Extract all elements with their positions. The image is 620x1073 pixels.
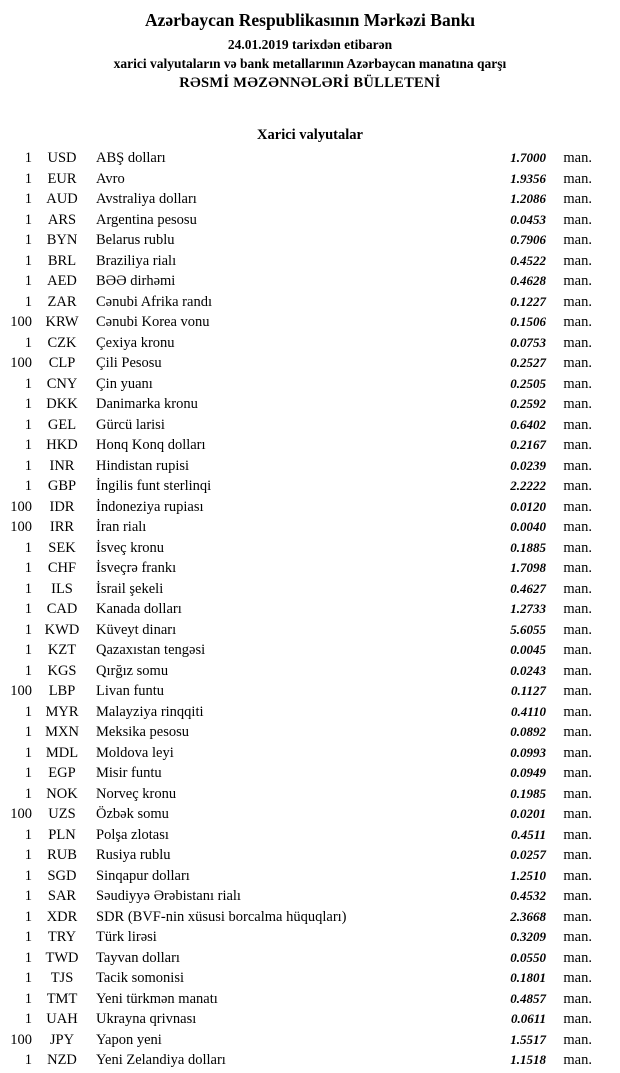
- rate-value: 0.7906: [510, 232, 546, 247]
- quantity: 100: [10, 683, 32, 699]
- currency-code: UAH: [46, 1011, 78, 1027]
- rate-value: 1.1518: [510, 1052, 546, 1067]
- table-row: [0, 435, 620, 456]
- currency-code: MDL: [45, 744, 79, 761]
- rate-value: 0.2527: [510, 355, 546, 370]
- currency-code: IRR: [49, 519, 75, 535]
- currency-code: ARS: [47, 211, 77, 228]
- table-row: [0, 271, 620, 292]
- currency-code: CZK: [47, 334, 77, 351]
- table-row: [0, 169, 620, 190]
- unit-label: man.: [563, 683, 592, 699]
- currency-code: PLN: [48, 826, 76, 843]
- currency-name: Küveyt dinarı: [96, 621, 177, 638]
- unit-label: man.: [563, 191, 592, 207]
- currency-name: Livan funtu: [96, 683, 165, 699]
- rate-value: 0.0120: [510, 498, 546, 514]
- bulletin-subtitle: xarici valyutaların və bank metallarının Azərbaycan manatına qarşı: [113, 56, 507, 71]
- currency-name: Qazaxıstan tengəsi: [96, 642, 206, 658]
- rate-value: 0.0040: [510, 519, 546, 534]
- unit-label: man.: [563, 929, 592, 945]
- currency-name: Rusiya rublu: [96, 847, 171, 863]
- rate-value: 2.3668: [510, 908, 546, 924]
- currency-code: TMT: [46, 990, 78, 1007]
- table-row: [0, 415, 620, 436]
- quantity: 1: [24, 929, 32, 945]
- currency-code: EUR: [47, 170, 77, 187]
- unit-label: man.: [563, 416, 592, 433]
- currency-code: KWD: [44, 621, 80, 638]
- currency-code: DKK: [46, 396, 78, 412]
- unit-label: man.: [563, 785, 592, 802]
- unit-label: man.: [563, 847, 592, 863]
- quantity: 1: [24, 293, 32, 310]
- table-row: [0, 640, 620, 661]
- table-row: [0, 907, 620, 928]
- rate-value: 1.9356: [510, 170, 546, 186]
- quantity: 1: [24, 642, 32, 658]
- currency-code: XDR: [46, 908, 78, 925]
- currency-name: Sinqapur dolları: [96, 867, 190, 884]
- unit-label: man.: [563, 334, 592, 351]
- table-row: [0, 292, 620, 313]
- table-row: [0, 825, 620, 846]
- currency-code: UZS: [48, 806, 76, 822]
- table-row: [0, 886, 620, 907]
- currency-code: JPY: [49, 1031, 75, 1048]
- unit-label: man.: [563, 498, 592, 515]
- unit-label: man.: [563, 867, 592, 884]
- table-row: [0, 1009, 620, 1030]
- rate-value: 0.4628: [510, 273, 546, 288]
- unit-label: man.: [563, 355, 592, 371]
- currency-table: [0, 148, 620, 1071]
- currency-name: Argentina pesosu: [96, 211, 197, 228]
- quantity: 1: [24, 703, 32, 720]
- table-row: [0, 1050, 620, 1071]
- rate-value: 0.1801: [510, 970, 546, 985]
- currency-name: Cənubi Afrika randı: [96, 293, 212, 310]
- unit-label: man.: [563, 703, 592, 720]
- bulletin-name: RƏSMİ MƏZƏNNƏLƏRİ BÜLLETENİ: [179, 75, 441, 91]
- rate-value: 0.2505: [510, 375, 546, 391]
- table-row: [0, 948, 620, 969]
- quantity: 1: [24, 826, 32, 843]
- rate-value: 0.1506: [510, 314, 546, 329]
- quantity: 1: [24, 1052, 32, 1068]
- quantity: 1: [24, 949, 32, 966]
- quantity: 1: [24, 560, 32, 576]
- table-row: [0, 804, 620, 825]
- unit-label: man.: [563, 949, 592, 966]
- quantity: 100: [10, 519, 32, 535]
- currency-code: TRY: [47, 929, 77, 945]
- section-title-foreign-currencies: Xarici valyutalar: [257, 127, 363, 143]
- currency-name: Polşa zlotası: [96, 826, 169, 843]
- table-row: [0, 333, 620, 354]
- quantity: 1: [24, 621, 32, 638]
- rate-value: 1.5517: [510, 1031, 546, 1047]
- currency-name: Norveç kronu: [96, 785, 177, 802]
- currency-code: CHF: [47, 560, 77, 576]
- currency-name: Misir funtu: [96, 765, 162, 781]
- currency-code: RUB: [47, 847, 77, 863]
- table-row: [0, 148, 620, 169]
- currency-name: Avstraliya dolları: [96, 191, 197, 207]
- currency-name: Malayziya rinqqiti: [96, 703, 204, 720]
- table-row: [0, 845, 620, 866]
- quantity: 1: [24, 375, 32, 392]
- currency-code: BYN: [46, 232, 78, 248]
- rate-value: 1.2086: [510, 191, 546, 206]
- unit-label: man.: [563, 888, 592, 904]
- currency-code: ILS: [51, 580, 73, 597]
- currency-name: Meksika pesosu: [96, 724, 190, 740]
- currency-code: USD: [47, 150, 77, 166]
- unit-label: man.: [563, 437, 592, 453]
- table-row: [0, 599, 620, 620]
- currency-code: SAR: [47, 888, 77, 904]
- rate-value: 0.0453: [510, 211, 546, 227]
- quantity: 1: [24, 847, 32, 863]
- rate-value: 0.0611: [510, 1011, 546, 1026]
- unit-label: man.: [563, 621, 592, 638]
- quantity: 1: [24, 539, 32, 556]
- unit-label: man.: [563, 1031, 592, 1048]
- unit-label: man.: [563, 252, 592, 269]
- table-row: [0, 517, 620, 538]
- table-row: [0, 763, 620, 784]
- table-row: [0, 189, 620, 210]
- rate-value: 0.2592: [510, 396, 546, 411]
- rate-value: 0.1885: [510, 539, 546, 555]
- currency-name: Gürcü larisi: [96, 416, 165, 433]
- unit-label: man.: [563, 211, 592, 228]
- unit-label: man.: [563, 601, 592, 617]
- rate-value: 0.1985: [510, 785, 546, 801]
- currency-name: Avro: [96, 170, 125, 187]
- currency-name: Kanada dolları: [96, 601, 182, 617]
- table-row: [0, 579, 620, 600]
- table-row: [0, 394, 620, 415]
- quantity: 1: [24, 416, 32, 433]
- rate-value: 0.4532: [510, 888, 546, 903]
- unit-label: man.: [563, 1011, 592, 1027]
- table-row: [0, 968, 620, 989]
- quantity: 1: [24, 970, 32, 986]
- rate-value: 0.4627: [510, 580, 546, 596]
- unit-label: man.: [563, 560, 592, 576]
- rate-value: 0.6402: [510, 416, 546, 432]
- currency-name: İngilis funt sterlinqi: [96, 478, 212, 494]
- table-row: [0, 353, 620, 374]
- currency-code: KRW: [45, 314, 79, 330]
- currency-code: TJS: [50, 970, 74, 986]
- unit-label: man.: [563, 580, 592, 597]
- rate-value: 0.0993: [510, 744, 546, 760]
- rate-value: 0.0892: [510, 724, 546, 739]
- currency-name: Danimarka kronu: [96, 396, 198, 412]
- quantity: 1: [24, 662, 32, 679]
- currency-code: CNY: [46, 375, 78, 392]
- quantity: 1: [24, 273, 32, 289]
- currency-code: GBP: [47, 478, 77, 494]
- unit-label: man.: [563, 642, 592, 658]
- quantity: 100: [10, 498, 32, 515]
- rate-value: 0.0201: [510, 806, 546, 821]
- unit-label: man.: [563, 478, 592, 494]
- currency-name: BƏƏ dirhəmi: [96, 273, 176, 289]
- rate-value: 0.4857: [510, 990, 546, 1006]
- currency-code: HKD: [46, 437, 78, 453]
- currency-name: Belarus rublu: [96, 232, 175, 248]
- quantity: 1: [24, 170, 32, 187]
- currency-code: AUD: [46, 191, 78, 207]
- unit-label: man.: [563, 150, 592, 166]
- unit-label: man.: [563, 970, 592, 986]
- table-row: [0, 702, 620, 723]
- quantity: 1: [24, 252, 32, 269]
- unit-label: man.: [563, 170, 592, 187]
- table-row: [0, 476, 620, 497]
- quantity: 1: [24, 724, 32, 740]
- currency-code: IDR: [49, 498, 75, 515]
- unit-label: man.: [563, 806, 592, 822]
- rate-value: 0.4511: [510, 826, 546, 842]
- quantity: 100: [10, 1031, 32, 1048]
- currency-name: İsveç kronu: [96, 539, 165, 556]
- quantity: 1: [24, 990, 32, 1007]
- table-row: [0, 538, 620, 559]
- unit-label: man.: [563, 396, 592, 412]
- currency-name: Səudiyyə Ərəbistanı rialı: [96, 888, 241, 904]
- table-row: [0, 866, 620, 887]
- table-row: [0, 927, 620, 948]
- unit-label: man.: [563, 457, 592, 474]
- rate-value: 0.0045: [510, 642, 546, 657]
- unit-label: man.: [563, 662, 592, 679]
- quantity: 1: [24, 601, 32, 617]
- table-row: [0, 681, 620, 702]
- table-row: [0, 661, 620, 682]
- currency-name: Cənubi Korea vonu: [96, 314, 210, 330]
- currency-code: KGS: [47, 662, 77, 679]
- unit-label: man.: [563, 990, 592, 1007]
- currency-code: MXN: [45, 724, 79, 740]
- table-row: [0, 374, 620, 395]
- currency-name: ABŞ dolları: [96, 150, 166, 166]
- effective-date-line: 24.01.2019 tarixdən etibarən: [227, 37, 393, 52]
- currency-name: Moldova leyi: [96, 744, 174, 761]
- currency-name: İran rialı: [96, 519, 147, 535]
- bank-title: Azərbaycan Respublikasının Mərkəzi Bankı: [144, 10, 476, 30]
- unit-label: man.: [563, 375, 592, 392]
- table-row: [0, 312, 620, 333]
- quantity: 1: [24, 457, 32, 474]
- quantity: 1: [24, 334, 32, 351]
- currency-name: Yeni türkmən manatı: [96, 990, 218, 1007]
- currency-code: EGP: [48, 765, 76, 781]
- rate-value: 0.2167: [510, 437, 546, 452]
- quantity: 1: [24, 765, 32, 781]
- quantity: 1: [24, 744, 32, 761]
- unit-label: man.: [563, 908, 592, 925]
- rate-value: 0.0753: [510, 334, 546, 350]
- rate-value: 0.4522: [510, 252, 546, 268]
- quantity: 1: [24, 191, 32, 207]
- rate-value: 0.0243: [510, 662, 546, 678]
- table-row: [0, 497, 620, 518]
- currency-name: Braziliya rialı: [96, 252, 177, 269]
- rate-value: 5.6055: [510, 621, 546, 637]
- rate-value: 0.3209: [510, 929, 546, 944]
- rate-value: 0.0257: [510, 847, 546, 862]
- currency-code: INR: [49, 457, 75, 474]
- quantity: 1: [24, 150, 32, 166]
- unit-label: man.: [563, 539, 592, 556]
- unit-label: man.: [563, 519, 592, 535]
- rate-value: 2.2222: [510, 478, 546, 493]
- currency-name: Yapon yeni: [96, 1031, 162, 1048]
- rate-value: 0.0239: [510, 457, 546, 473]
- unit-label: man.: [563, 314, 592, 330]
- quantity: 1: [24, 785, 32, 802]
- rate-value: 0.1227: [510, 293, 546, 309]
- currency-code: ZAR: [47, 293, 77, 310]
- currency-name: SDR (BVF-nin xüsusi borcalma hüquqları): [96, 908, 347, 925]
- currency-name: Qırğız somu: [96, 662, 169, 679]
- rate-value: 1.2733: [510, 601, 546, 616]
- table-row: [0, 558, 620, 579]
- rate-value: 0.4110: [510, 703, 546, 719]
- currency-name: Tacik somonisi: [96, 970, 184, 986]
- rate-value: 0.0949: [510, 765, 546, 780]
- quantity: 1: [24, 1011, 32, 1027]
- quantity: 100: [10, 806, 32, 822]
- currency-code: KZT: [47, 642, 77, 658]
- table-row: [0, 620, 620, 641]
- currency-code: NOK: [46, 785, 78, 802]
- currency-code: TWD: [45, 949, 79, 966]
- quantity: 1: [24, 888, 32, 904]
- rate-value: 0.1127: [510, 683, 546, 698]
- table-row: [0, 251, 620, 272]
- table-row: [0, 784, 620, 805]
- quantity: 1: [24, 867, 32, 884]
- currency-name: Özbək somu: [96, 806, 169, 822]
- currency-name: Yeni Zelandiya dolları: [96, 1052, 226, 1068]
- unit-label: man.: [563, 765, 592, 781]
- quantity: 1: [24, 232, 32, 248]
- table-row: [0, 230, 620, 251]
- currency-code: SGD: [47, 867, 77, 884]
- currency-code: MYR: [45, 703, 79, 720]
- quantity: 1: [24, 211, 32, 228]
- currency-name: Çili Pesosu: [96, 355, 162, 371]
- quantity: 100: [10, 314, 32, 330]
- currency-name: İsrail şekeli: [96, 580, 164, 597]
- currency-code: SEK: [48, 539, 76, 556]
- table-row: [0, 1030, 620, 1051]
- unit-label: man.: [563, 273, 592, 289]
- quantity: 100: [10, 355, 32, 371]
- unit-label: man.: [563, 826, 592, 843]
- currency-name: İndoneziya rupiası: [96, 498, 204, 515]
- currency-code: CLP: [48, 355, 76, 371]
- unit-label: man.: [563, 744, 592, 761]
- currency-name: Çexiya kronu: [96, 334, 175, 351]
- quantity: 1: [24, 396, 32, 412]
- currency-code: GEL: [47, 416, 77, 433]
- currency-name: İsveçrə frankı: [96, 560, 177, 576]
- unit-label: man.: [563, 293, 592, 310]
- table-row: [0, 210, 620, 231]
- quantity: 1: [24, 580, 32, 597]
- currency-code: NZD: [47, 1052, 77, 1068]
- currency-code: BRL: [47, 252, 77, 269]
- table-row: [0, 989, 620, 1010]
- unit-label: man.: [563, 724, 592, 740]
- table-row: [0, 743, 620, 764]
- rate-value: 0.0550: [510, 949, 546, 965]
- currency-name: Çin yuanı: [96, 375, 153, 392]
- currency-name: Türk lirəsi: [96, 929, 157, 945]
- currency-code: AED: [47, 273, 77, 289]
- currency-name: Hindistan rupisi: [96, 457, 190, 474]
- rate-value: 1.7000: [510, 150, 546, 165]
- table-row: [0, 722, 620, 743]
- page-header: [0, 8, 620, 93]
- quantity: 1: [24, 478, 32, 494]
- quantity: 1: [24, 437, 32, 453]
- rate-value: 1.7098: [510, 560, 546, 575]
- rate-value: 1.2510: [510, 867, 546, 883]
- currency-name: Honq Konq dolları: [96, 437, 206, 453]
- currency-name: Tayvan dolları: [96, 949, 180, 966]
- table-row: [0, 456, 620, 477]
- unit-label: man.: [563, 232, 592, 248]
- unit-label: man.: [563, 1052, 592, 1068]
- currency-code: CAD: [46, 601, 78, 617]
- currency-code: LBP: [48, 683, 76, 699]
- currency-name: Ukrayna qrivnası: [96, 1011, 197, 1027]
- quantity: 1: [24, 908, 32, 925]
